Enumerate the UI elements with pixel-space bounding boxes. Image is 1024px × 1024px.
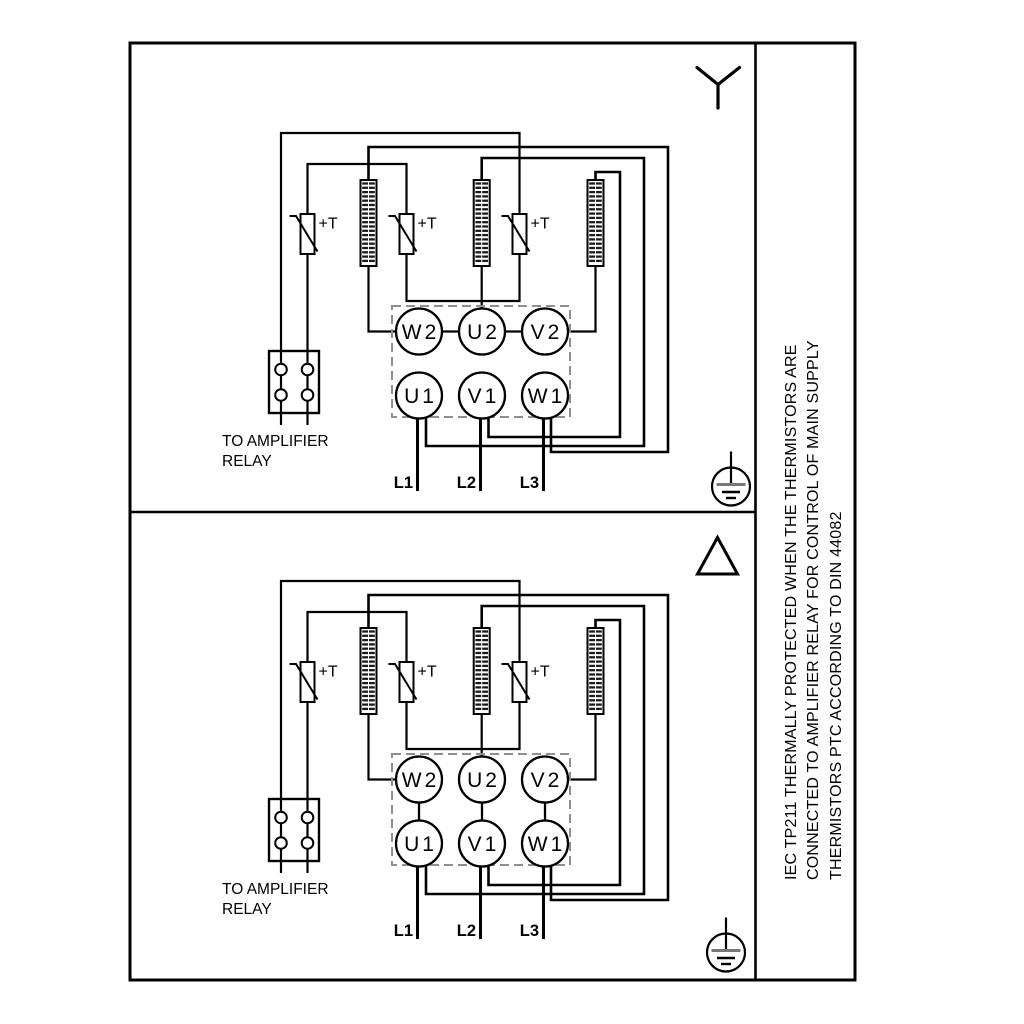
thermistor-label: +T	[318, 663, 338, 681]
ptc-thermistor	[502, 214, 550, 254]
ptc-thermistor	[389, 214, 437, 254]
supply-line-label: L1	[393, 922, 413, 940]
relay-caption-line: RELAY	[222, 901, 272, 918]
terminal-label: U2	[467, 321, 500, 344]
panel-star-connection	[222, 133, 668, 492]
terminal-label: W1	[527, 833, 566, 856]
relay-caption-line: RELAY	[222, 453, 272, 470]
relay-pin	[275, 812, 287, 824]
motor-winding-coil	[588, 628, 604, 714]
terminal-label: V2	[530, 769, 563, 792]
panel-delta-connection	[222, 581, 668, 940]
relay-pin	[275, 837, 287, 849]
relay-pin	[302, 389, 314, 401]
terminal-label: U2	[467, 769, 500, 792]
terminal-label: W1	[527, 385, 566, 408]
relay-caption-line: TO AMPLIFIER	[222, 881, 329, 898]
wire	[567, 713, 596, 780]
protective-earth-icon	[707, 918, 745, 972]
wire	[308, 164, 407, 214]
motor-winding-coil	[474, 628, 490, 714]
side-note-line: IEC TP211 THERMALLY PROTECTED WHEN THE THERMISTORS ARE	[783, 344, 800, 880]
side-note-line: CONNECTED TO AMPLIFIER RELAY FOR CONTROL OF MAIN SUPPLY	[805, 340, 822, 880]
terminal-label: U1	[404, 833, 437, 856]
relay-pin	[275, 389, 287, 401]
supply-line-label: L2	[456, 922, 476, 940]
thermistor-label: +T	[318, 215, 338, 233]
thermistor-label: +T	[530, 215, 550, 233]
relay-pin	[302, 812, 314, 824]
amplifier-relay-connector	[269, 351, 319, 413]
ptc-thermistor	[502, 662, 550, 702]
relay-pin	[302, 364, 314, 376]
delta-connection-icon	[698, 538, 738, 575]
supply-line-label: L3	[519, 922, 539, 940]
ptc-thermistor	[290, 214, 338, 254]
motor-winding-coil	[361, 180, 377, 266]
terminal-label: U1	[404, 385, 437, 408]
terminal-label: V1	[467, 833, 500, 856]
terminal-label: V2	[530, 321, 563, 344]
wire	[407, 254, 520, 301]
star-connection-icon	[697, 68, 740, 109]
side-note	[783, 340, 845, 880]
terminal-label: V1	[467, 385, 500, 408]
side-note-line: THERMISTORS PTC ACCORDING TO DIN 44082	[828, 511, 845, 880]
ptc-thermistor	[389, 662, 437, 702]
thermistor-label: +T	[417, 663, 437, 681]
ptc-thermistor	[290, 662, 338, 702]
supply-line-label: L1	[393, 474, 413, 492]
supply-line-label: L3	[519, 474, 539, 492]
relay-caption-line: TO AMPLIFIER	[222, 433, 329, 450]
protective-earth-icon	[712, 452, 750, 506]
amplifier-relay-connector	[269, 799, 319, 861]
terminal-label: W2	[401, 321, 440, 344]
wire	[308, 612, 407, 662]
supply-line-label: L2	[456, 474, 476, 492]
terminal-label: W2	[401, 769, 440, 792]
thermistor-label: +T	[530, 663, 550, 681]
motor-winding-coil	[588, 180, 604, 266]
relay-pin	[302, 837, 314, 849]
thermistor-label: +T	[417, 215, 437, 233]
wire	[567, 265, 596, 332]
wire	[407, 702, 520, 749]
relay-pin	[275, 364, 287, 376]
motor-winding-coil	[361, 628, 377, 714]
motor-winding-coil	[474, 180, 490, 266]
